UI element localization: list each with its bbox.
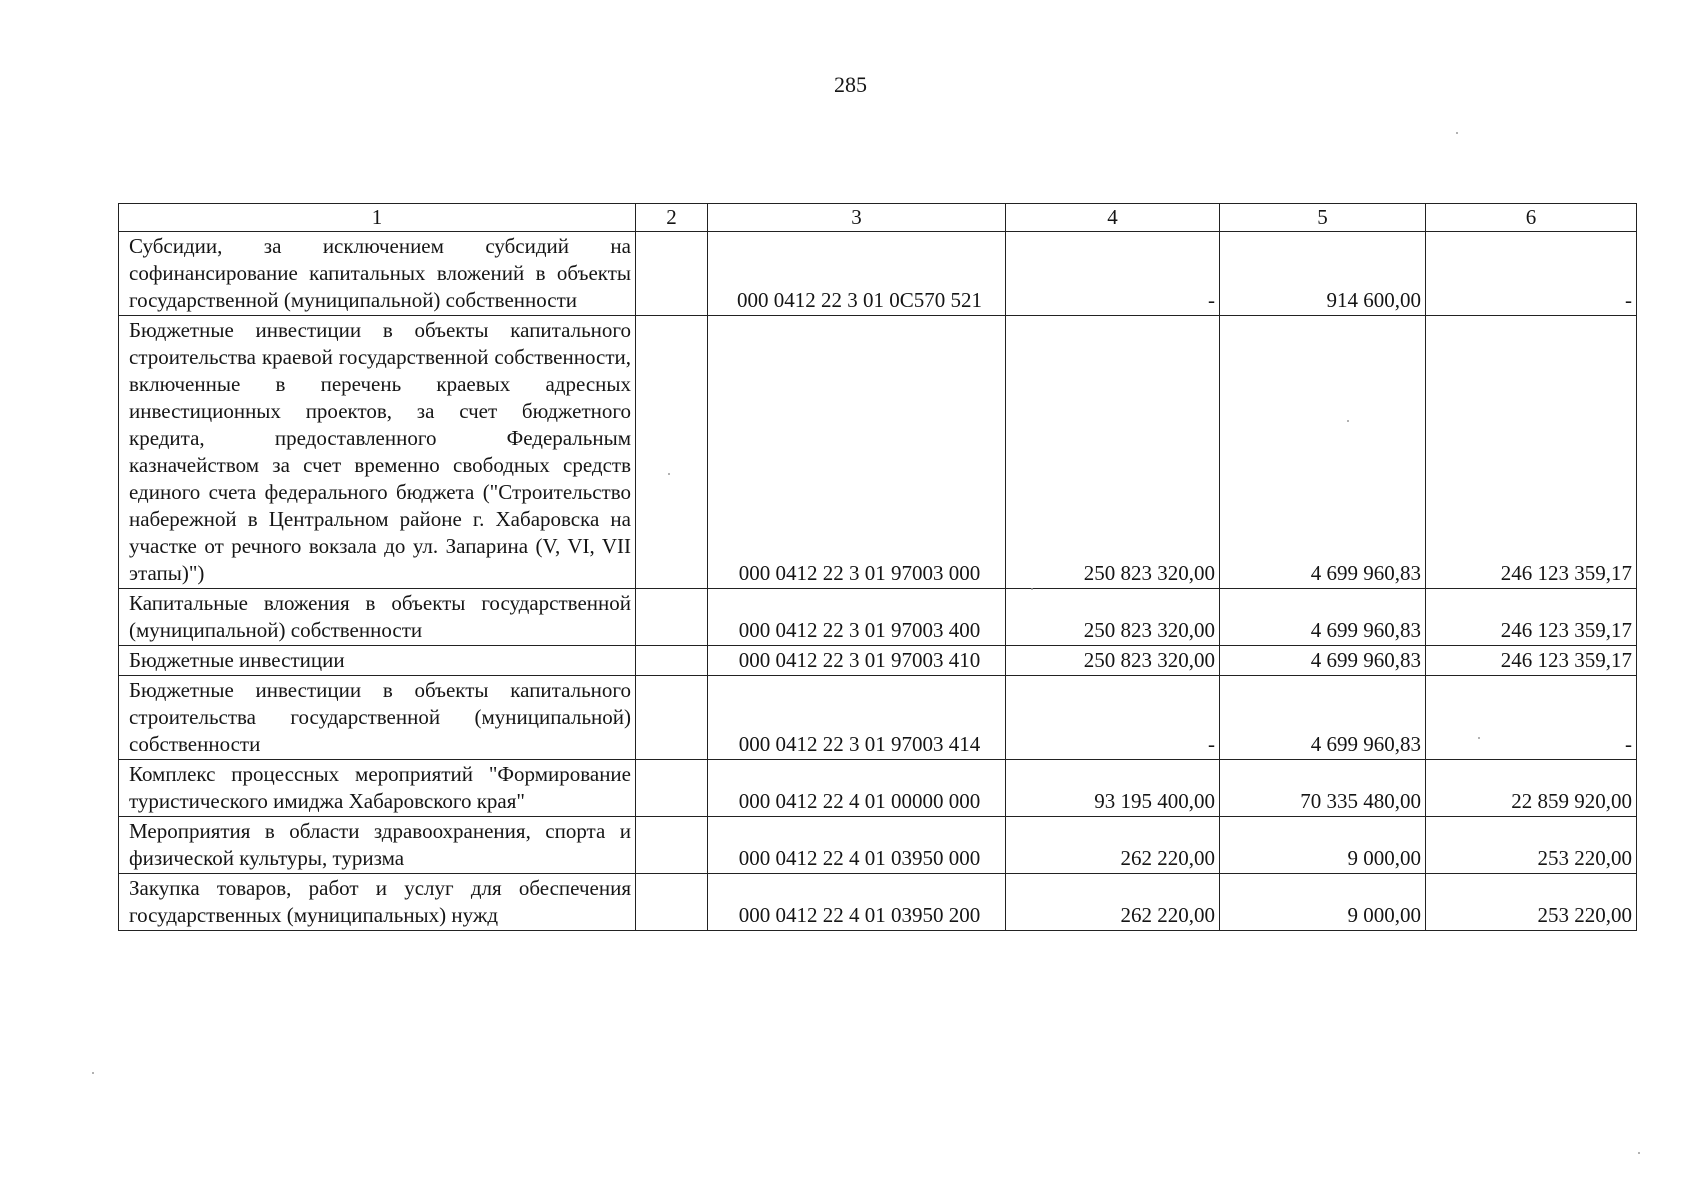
row-code: 000 0412 22 3 01 97003 414 [708,676,1006,760]
column-header-4: 4 [1006,204,1220,232]
row-col4: - [1006,232,1220,316]
row-col2 [636,316,708,589]
table-row [119,646,1637,676]
row-code: 000 0412 22 3 01 97003 410 [708,646,1006,676]
table-row [119,316,1637,589]
row-col4: 250 823 320,00 [1006,646,1220,676]
table-row [119,232,1637,316]
row-code: 000 0412 22 4 01 03950 200 [708,874,1006,931]
row-code: 000 0412 22 3 01 0С570 521 [708,232,1006,316]
row-col5: 9 000,00 [1220,874,1426,931]
row-col6: - [1426,232,1637,316]
row-col5: 70 335 480,00 [1220,760,1426,817]
row-col5: 4 699 960,83 [1220,316,1426,589]
row-name: Мероприятия в области здравоохранения, спорта и физической культуры, туризма [119,817,636,874]
row-col2 [636,589,708,646]
row-col2 [636,676,708,760]
row-col6: 22 859 920,00 [1426,760,1637,817]
row-col5: 4 699 960,83 [1220,589,1426,646]
row-col6: 246 123 359,17 [1426,589,1637,646]
row-col5: 4 699 960,83 [1220,646,1426,676]
row-name: Капитальные вложения в объекты государственной (муниципальной) собственности [119,589,636,646]
row-col2 [636,760,708,817]
row-code: 000 0412 22 4 01 03950 000 [708,817,1006,874]
row-col6: 246 123 359,17 [1426,316,1637,589]
column-header-3: 3 [708,204,1006,232]
row-code: 000 0412 22 3 01 97003 400 [708,589,1006,646]
column-header-2: 2 [636,204,708,232]
scan-speck [92,1072,94,1074]
budget-table [118,203,1637,931]
row-name: Закупка товаров, работ и услуг для обеспечения государственных (муниципальных) нужд [119,874,636,931]
row-col4: 250 823 320,00 [1006,589,1220,646]
row-name: Субсидии, за исключением субсидий на софинансирование капитальных вложений в объекты государственной (муниципальной) собственности [119,232,636,316]
row-col2 [636,817,708,874]
row-col4: 250 823 320,00 [1006,316,1220,589]
row-name: Бюджетные инвестиции в объекты капитального строительства государственной (муниципальной) собственности [119,676,636,760]
page-number: 285 [834,72,867,97]
scan-speck [1478,737,1480,739]
row-col5: 914 600,00 [1220,232,1426,316]
table-row [119,817,1637,874]
column-header-6: 6 [1426,204,1637,232]
table-row [119,676,1637,760]
row-code: 000 0412 22 3 01 97003 000 [708,316,1006,589]
scan-speck [1638,1152,1640,1154]
row-col2 [636,646,708,676]
row-col4: 262 220,00 [1006,817,1220,874]
row-col5: 9 000,00 [1220,817,1426,874]
row-col4: 262 220,00 [1006,874,1220,931]
header-row [119,204,1637,232]
row-name: Бюджетные инвестиции в объекты капитального строительства краевой государственной собственности, включенные в перечень краевых адресных инвестиционных проектов, за счет бюджетного кредита, предоставленного Федеральным казначейством за счет временно свободных средств единого счета федерального бюджета ("Строительство набережной в Центральном районе г. Хабаровска на участке от речного вокзала до ул. Запарина (V, VI, VII этапы)") [119,316,636,589]
table-row [119,760,1637,817]
scan-speck [1031,588,1033,590]
row-col6: - [1426,676,1637,760]
column-header-5: 5 [1220,204,1426,232]
row-col4: 93 195 400,00 [1006,760,1220,817]
row-col2 [636,232,708,316]
row-col6: 246 123 359,17 [1426,646,1637,676]
scan-speck [1347,420,1349,422]
table-row [119,874,1637,931]
row-name: Бюджетные инвестиции [119,646,636,676]
table-row [119,589,1637,646]
row-col4: - [1006,676,1220,760]
row-code: 000 0412 22 4 01 00000 000 [708,760,1006,817]
scan-speck [668,473,670,475]
row-col6: 253 220,00 [1426,874,1637,931]
row-col5: 4 699 960,83 [1220,676,1426,760]
row-col2 [636,874,708,931]
scan-speck [1456,132,1458,134]
row-name: Комплекс процессных мероприятий "Формирование туристического имиджа Хабаровского края" [119,760,636,817]
column-header-1: 1 [119,204,636,232]
row-col6: 253 220,00 [1426,817,1637,874]
